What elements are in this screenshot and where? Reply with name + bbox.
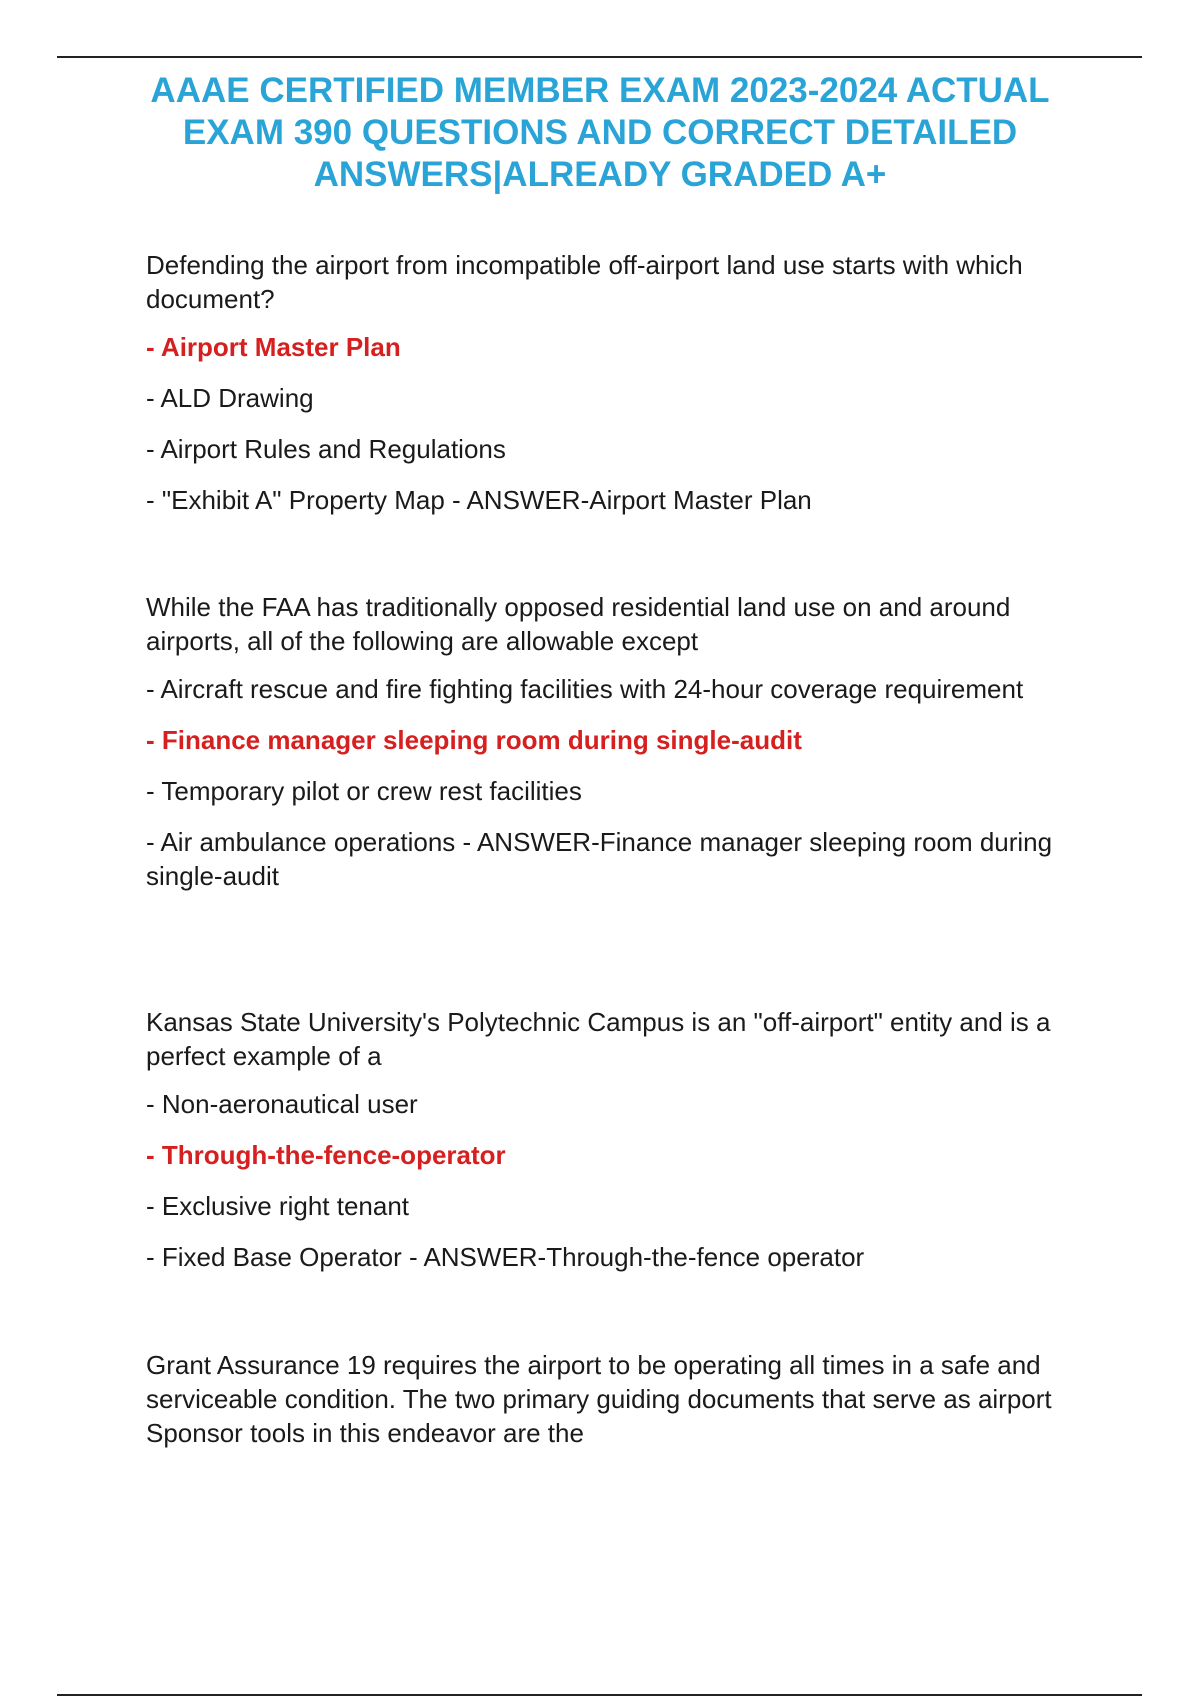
question-block-3 [146,1005,1106,1291]
question-text: While the FAA has traditionally opposed residential land use on and around airports, all of the following are allowable except [146,592,1011,656]
option-correct: - Finance manager sleeping room during single-audit [146,725,802,755]
option-correct: - Through-the-fence-operator [146,1140,506,1170]
question-text: Grant Assurance 19 requires the airport to be operating all times in a safe and serviceable condition. The two primary guiding documents that serve as airport Sponsor tools in this endeavor are the [146,1350,1052,1448]
option: - Exclusive right tenant [146,1191,410,1221]
option-with-answer: - Air ambulance operations - ANSWER-Finance manager sleeping room during single-audit [146,827,1053,891]
option: - Temporary pilot or crew rest facilities [146,776,582,806]
title-line-2: EXAM 390 QUESTIONS AND CORRECT DETAILED [182,113,1018,152]
option: - Non-aeronautical user [146,1089,418,1119]
question-block-1 [146,248,1106,534]
top-rule [57,56,1142,58]
question-block-4 [146,1348,1106,1464]
document-title [100,70,1100,196]
question-text: Kansas State University's Polytechnic Campus is an "off-airport" entity and is a perfect example of a [146,1007,1051,1071]
option: - Airport Rules and Regulations [146,434,506,464]
title-line-3: ANSWERS|ALREADY GRADED A+ [313,155,887,194]
question-text: Defending the airport from incompatible off-airport land use starts with which document? [146,250,1023,314]
option-with-answer: - Fixed Base Operator - ANSWER-Through-the-fence operator [146,1242,865,1272]
question-block-2 [146,590,1106,910]
option: - ALD Drawing [146,383,314,413]
option: - Aircraft rescue and fire fighting facilities with 24-hour coverage requirement [146,674,1024,704]
bottom-rule [57,1694,1142,1696]
option-correct: - Airport Master Plan [146,332,401,362]
title-line-1: AAAE CERTIFIED MEMBER EXAM 2023-2024 ACTUAL [150,71,1050,110]
option-with-answer: - "Exhibit A" Property Map - ANSWER-Airport Master Plan [146,485,812,515]
